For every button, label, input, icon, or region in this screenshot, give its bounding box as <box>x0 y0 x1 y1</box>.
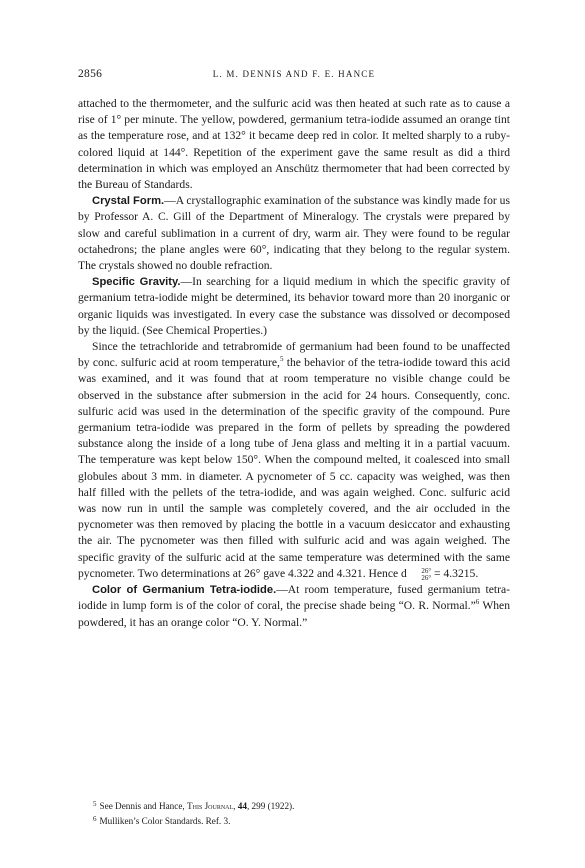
paragraph-crystal-form <box>78 193 510 274</box>
footnote-5: $^5$ See Dennis and Hance, This Journal, 44, 299 (1922). <box>93 800 295 811</box>
paragraph-text: —A crystallographic examination of the substance was kindly made for us by Professor A. C. Gill of the Department of Mineralogy. The crystals were prepared by slow and careful sublimation in a current of dry, warm air. They were found to be regular octahedrons; the plane angles were 60°, indicating that they belong to the regular system. The crystals showed no double refraction. <box>78 194 510 273</box>
footnote-marker: 5 <box>93 800 97 808</box>
paragraph-pycnometer-method <box>78 339 510 582</box>
density-result <box>369 567 479 580</box>
volume-number: 44 <box>237 801 247 811</box>
paragraph-text: Since the tetrachloride and tetrabromide of germanium had been found to be unaffected by conc. sulfuric acid at room temperature, <box>78 340 510 370</box>
paragraph-melting-point <box>78 96 510 193</box>
paragraph-text: When powdered, it has an orange color “O. Y. Normal.” <box>78 599 510 629</box>
page-header <box>78 68 510 84</box>
density-temperature-indices <box>407 568 431 582</box>
section-heading-crystal-form: Crystal Form. <box>92 195 165 208</box>
article-body <box>78 96 510 631</box>
running-head: L. M. DENNIS AND F. E. HANCE <box>212 69 376 79</box>
footnote-reference-6[interactable]: 6 <box>475 598 480 607</box>
paragraph-text: the behavior of the tetra-iodide toward this acid was examined, and it was found that at room temperature no visible change could be observed in the substance after submersion in the acid for 24 hours. Consequently, conc. sulfuric acid was used in the determination of the specific gravity of the compound. Pure germanium tetra-iodide was prepared in the form of pellets by spreading the powdered substance along the inside of a long tube of Jena glass and melting it in a partial vacuum. The temperature was kept below 150°. When the compound melted, it coalesced into small globules about 3 mm. in diameter. A pycnometer of 5 cc. capacity was weighed, was then half filled with the pellets of the tetra-iodide, and was again weighed. Conc. sulfuric acid was now run in until the sample was completely covered, and the air occluded in the pycnometer was then removed by placing the bottle in a vacuum desiccator and exhausting the air. The pycnometer was then filled with sulfuric acid and was again weighed. The specific gravity of the sulfuric acid at the same temperature was determined with the same pycnometer. Two determinations at 26° gave 4.322 and 4.321. <box>78 356 510 580</box>
section-heading-specific-gravity: Specific Gravity. <box>92 276 181 289</box>
density-superscript: 26° <box>421 566 432 575</box>
paragraph-color <box>78 582 510 631</box>
footnote-reference-5[interactable]: 5 <box>279 355 284 364</box>
density-label: Hence d <box>368 566 407 580</box>
paragraph-text: —At room temperature, fused germanium tetra-iodide in lump form is of the color of coral, the precise shade being “O. R. Normal.” <box>78 583 511 613</box>
journal-name: This Journal <box>187 801 234 811</box>
paragraph-text: —In searching for a liquid medium in which the specific gravity of germanium tetra-iodide might be determined, its behavior toward more than 20 inorganic or organic liquids was investigated. In every case the substance was dissolved or decomposed by the liquid. (See Chemical Properties.) <box>78 275 510 337</box>
paragraph-text: attached to the thermometer, and the sulfuric acid was then heated at such rate as to cause a rise of 1° per minute. The yellow, powdered, germanium tetra-iodide assumed an orange tint as the temperature rose, and at 132° it became deep red in color. It melted sharply to a ruby-colored liquid at 144°. Repetition of the experiment gave the same result as did a third determination in which was employed an Anschütz thermometer that had been corrected by the Bureau of Standards. <box>78 97 510 192</box>
footnote-6: $^6$ Mulliken’s Color Standards. Ref. 3. <box>93 814 231 826</box>
footnote-marker: 6 <box>93 814 97 823</box>
density-subscript: 26° <box>421 573 432 582</box>
density-value: = 4.3215. <box>431 566 479 580</box>
footnotes <box>78 798 510 827</box>
page-number: 2856 <box>78 68 103 80</box>
paragraph-specific-gravity <box>78 274 510 339</box>
section-heading-color: Color of Germanium Tetra-iodide. <box>92 584 277 597</box>
